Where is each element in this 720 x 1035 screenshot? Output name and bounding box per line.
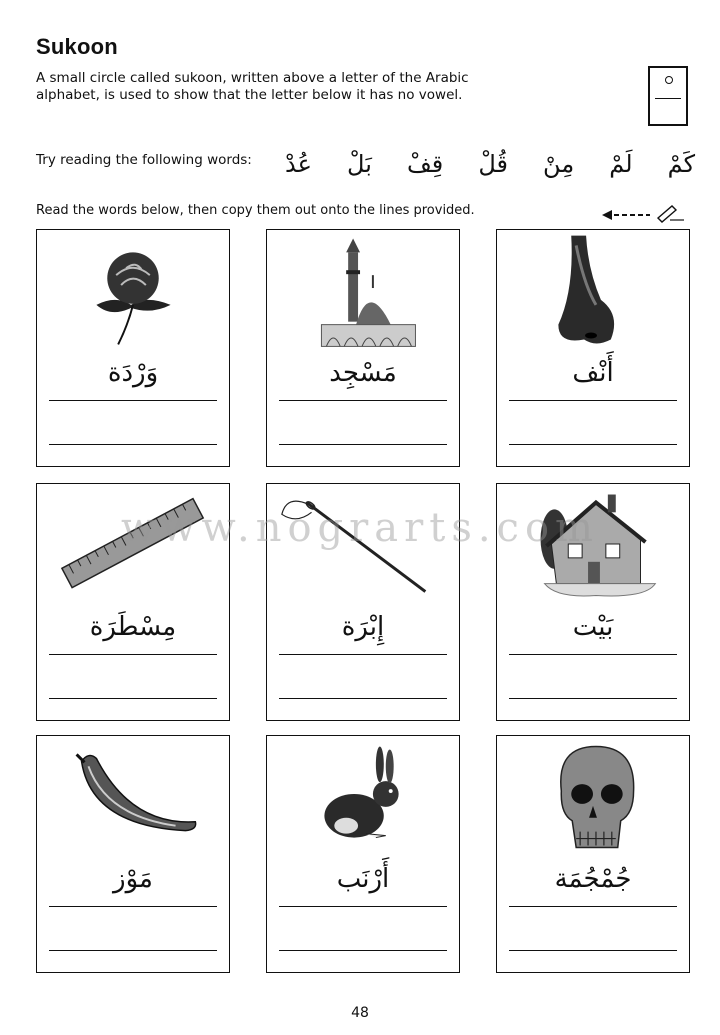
page-number: 48 <box>351 1005 369 1021</box>
writing-direction-arrow-icon <box>600 203 686 223</box>
writing-line[interactable] <box>49 950 217 951</box>
banana-icon <box>37 736 229 856</box>
rose-icon <box>37 230 229 350</box>
rabbit-icon <box>267 736 459 856</box>
card-word: مِسْطَرَة <box>89 612 177 642</box>
practice-word: لَمْ <box>609 150 633 178</box>
writing-line[interactable] <box>279 950 447 951</box>
house-icon <box>497 484 689 604</box>
sukoon-example-box <box>648 66 688 126</box>
baseline-line <box>279 400 447 401</box>
card-word: أَنْف <box>572 358 614 388</box>
word-card-rose <box>36 229 230 467</box>
baseline-line <box>279 654 447 655</box>
baseline-line <box>509 654 677 655</box>
practice-word: مِنْ <box>543 150 575 178</box>
card-word: مَوْز <box>113 864 153 894</box>
card-word: إِبْرَة <box>341 612 385 642</box>
card-word: جُمْجُمَة <box>554 864 632 894</box>
practice-word: بَلْ <box>347 150 372 178</box>
watermark: www.nograrts.com <box>121 505 599 551</box>
word-card-nose <box>496 229 690 467</box>
skull-icon <box>497 736 689 856</box>
baseline-line <box>49 654 217 655</box>
baseline-line <box>509 400 677 401</box>
word-card-rabbit <box>266 735 460 973</box>
writing-line[interactable] <box>49 444 217 445</box>
nose-icon <box>497 230 689 350</box>
word-card-ruler <box>36 483 230 721</box>
mosque-icon <box>267 230 459 350</box>
ruler-icon <box>37 484 229 604</box>
practice-word: عُدْ <box>285 150 312 178</box>
card-word: أَرْنَب <box>336 864 390 894</box>
baseline-line <box>509 906 677 907</box>
card-word: مَسْجِد <box>329 358 397 388</box>
intro-line-1: A small circle called sukoon, written above a letter of the Arabic <box>36 70 469 86</box>
word-card-banana <box>36 735 230 973</box>
baseline-line <box>279 906 447 907</box>
card-word: وَرْدَة <box>107 358 159 388</box>
page-title: Sukoon <box>36 34 118 59</box>
writing-line[interactable] <box>49 698 217 699</box>
try-reading-label: Try reading the following words: <box>36 152 252 168</box>
writing-line[interactable] <box>279 698 447 699</box>
baseline-line <box>655 98 681 99</box>
writing-line[interactable] <box>509 950 677 951</box>
writing-line[interactable] <box>279 444 447 445</box>
baseline-line <box>49 906 217 907</box>
sukoon-circle-icon <box>665 76 673 84</box>
practice-word: قِفْ <box>406 150 444 178</box>
writing-line[interactable] <box>509 698 677 699</box>
practice-word: قُلْ <box>478 150 508 178</box>
practice-word: كَمْ <box>667 150 695 178</box>
word-card-skull <box>496 735 690 973</box>
word-card-needle <box>266 483 460 721</box>
intro-line-2: alphabet, is used to show that the letter below it has no vowel. <box>36 87 463 103</box>
needle-icon <box>267 484 459 604</box>
baseline-line <box>49 400 217 401</box>
writing-line[interactable] <box>509 444 677 445</box>
instruction-text: Read the words below, then copy them out onto the lines provided. <box>36 203 475 218</box>
practice-words <box>285 128 695 178</box>
word-card-house <box>496 483 690 721</box>
word-card-mosque <box>266 229 460 467</box>
intro-text <box>36 70 556 104</box>
card-word: بَيْت <box>572 612 614 642</box>
